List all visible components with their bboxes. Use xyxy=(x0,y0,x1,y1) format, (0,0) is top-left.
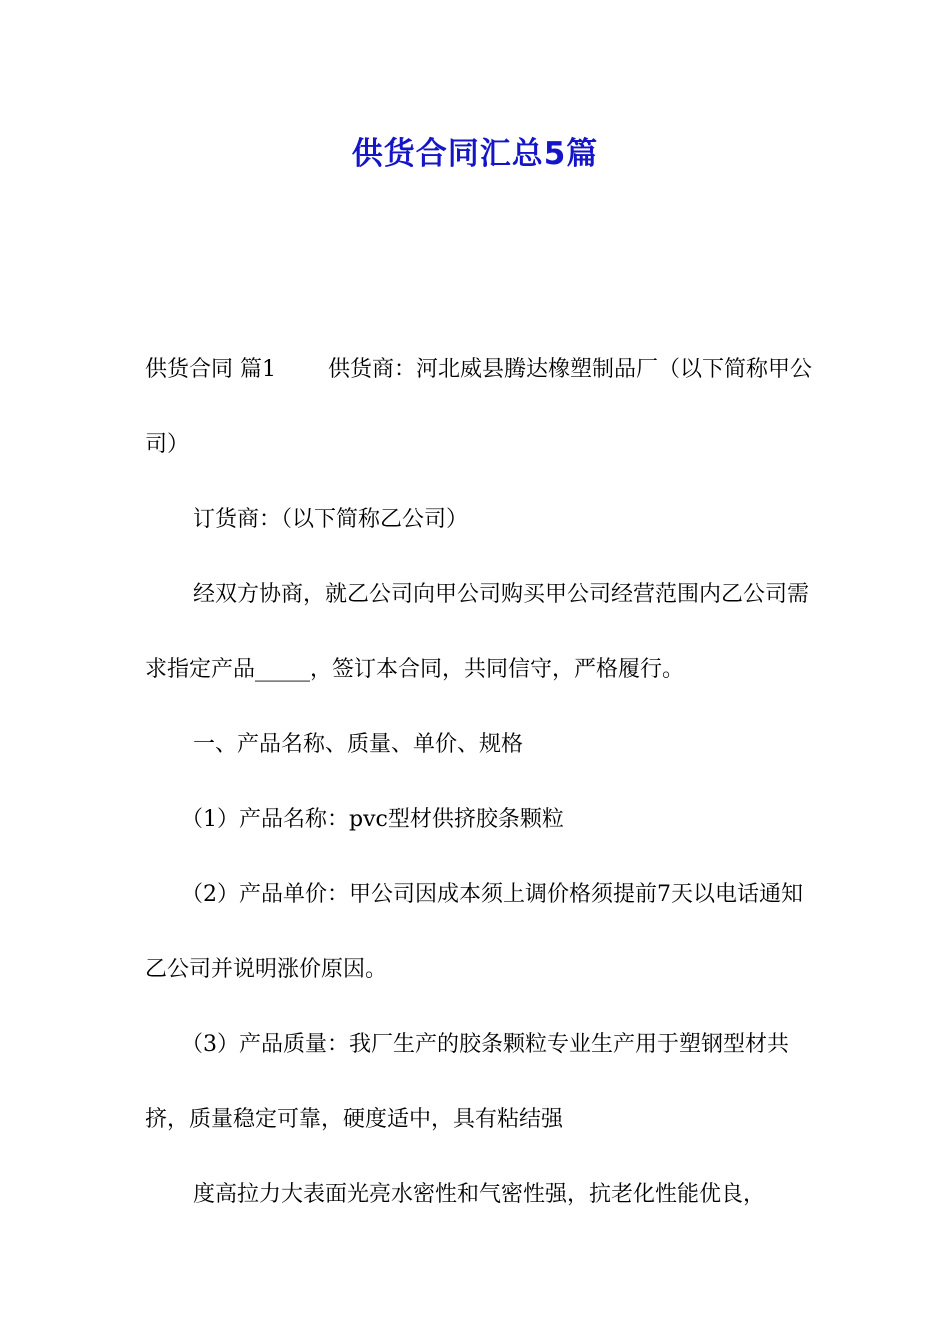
paragraph-4: 一、产品名称、质量、单价、规格 xyxy=(193,732,524,757)
paragraph-5: （1）产品名称：pvc型材供挤胶条颗粒 xyxy=(181,807,564,832)
document-body xyxy=(145,332,815,1232)
section-heading: 供货合同 篇1 xyxy=(145,357,276,382)
paragraph-7: （3）产品质量：我厂生产的胶条颗粒专业生产用于塑钢型材共挤，质量稳定可靠，硬度适中，具有粘结强 xyxy=(145,1032,789,1132)
paragraph-text: 供货商：河北威县腾达橡塑制品厂（以下简称甲公司） xyxy=(145,357,813,457)
paragraph-8: 度高拉力大表面光亮水密性和气密性强，抗老化性能优良， xyxy=(193,1182,766,1207)
paragraph-3: 经双方协商，就乙公司向甲公司购买甲公司经营范围内乙公司需求指定产品_____，签订本合同，共同信守，严格履行。 xyxy=(145,582,810,682)
paragraph-2: 订货商：（以下简称乙公司） xyxy=(193,507,469,532)
paragraph-1 xyxy=(145,332,815,482)
document-title: 供货合同汇总5篇 xyxy=(351,136,599,172)
paragraph-6: （2）产品单价：甲公司因成本须上调价格须提前7天以电话通知乙公司并说明涨价原因。 xyxy=(145,882,803,982)
